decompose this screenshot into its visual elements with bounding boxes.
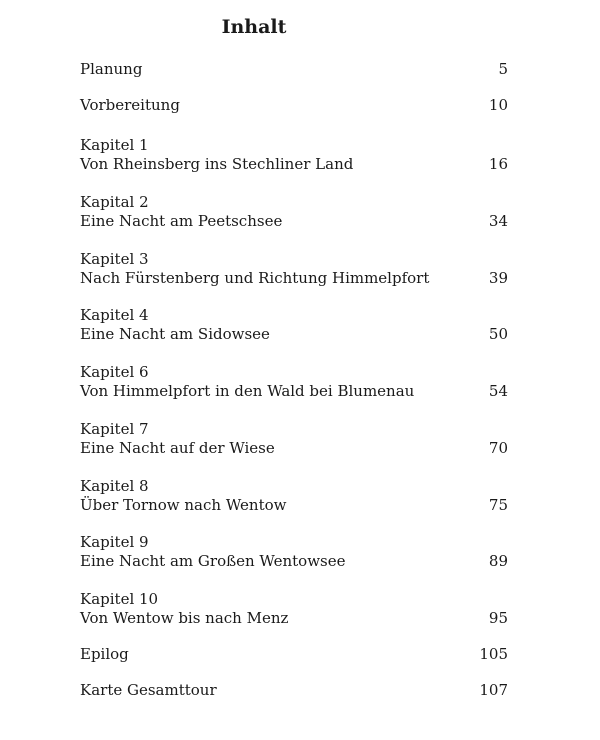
toc-entry-text	[80, 306, 508, 344]
toc-entry	[80, 193, 508, 231]
toc-chapter-label: Kapitel 8	[80, 477, 149, 495]
toc-entry	[80, 306, 508, 344]
toc-page-number: 105	[479, 645, 508, 663]
toc-chapter-label: Kapitel 7	[80, 420, 149, 438]
toc-chapter-label: Kapital 2	[80, 193, 149, 211]
toc-page-number: 75	[488, 496, 508, 514]
toc-chapter-label: Kapitel 10	[80, 590, 159, 608]
toc-page-number: 34	[488, 212, 508, 230]
toc-page-number: 70	[488, 439, 508, 457]
toc-entry	[80, 533, 508, 571]
toc-page-number: 107	[479, 681, 508, 699]
toc-chapter-label: Kapitel 9	[80, 533, 149, 551]
toc-page-number: 89	[488, 552, 508, 570]
toc-entry	[80, 60, 508, 79]
toc-entry-title: Über Tornow nach Wentow	[80, 496, 287, 514]
toc-page-number: 39	[488, 269, 508, 287]
toc-entry-text	[80, 590, 508, 628]
toc-entry-title: Nach Fürstenberg und Richtung Himmelpfort	[80, 269, 430, 287]
toc-entry	[80, 590, 508, 628]
toc-entry-text	[80, 420, 508, 458]
toc-entry-title: Karte Gesamttour	[80, 681, 217, 699]
toc-chapter-label: Kapitel 3	[80, 250, 149, 268]
toc-chapter-label: Kapitel 4	[80, 306, 149, 324]
toc-page-number: 10	[488, 96, 508, 114]
toc-page-number: 16	[488, 155, 508, 173]
toc-entry-title: Eine Nacht am Sidowsee	[80, 325, 270, 343]
toc-page-number: 5	[498, 60, 508, 78]
toc-entry	[80, 477, 508, 515]
toc-entry-text	[80, 193, 508, 231]
toc-chapter-label: Kapitel 6	[80, 363, 149, 381]
toc-entry	[80, 645, 508, 664]
toc-entry-title: Von Rheinsberg ins Stechliner Land	[80, 155, 354, 173]
toc-entry-text	[80, 363, 508, 401]
toc-entry-text	[80, 477, 508, 515]
toc-entry-title: Epilog	[80, 645, 129, 663]
toc-entry	[80, 136, 508, 174]
toc-entry-text	[80, 96, 508, 115]
toc-entry-title: Eine Nacht am Peetschsee	[80, 212, 283, 230]
toc-entry	[80, 96, 508, 115]
toc-entry-text	[80, 645, 508, 664]
toc-entry-text	[80, 60, 508, 79]
toc-entry	[80, 363, 508, 401]
toc-entry-text	[80, 250, 508, 288]
toc-entry	[80, 420, 508, 458]
toc-entry-title: Eine Nacht am Großen Wentowsee	[80, 552, 346, 570]
page-title: Inhalt	[221, 16, 287, 38]
toc-entry-title: Eine Nacht auf der Wiese	[80, 439, 275, 457]
toc-entry-text	[80, 681, 508, 700]
toc-entry-title: Von Wentow bis nach Menz	[80, 609, 289, 627]
toc-entry-title: Planung	[80, 60, 143, 78]
toc-entry-title: Vorbereitung	[80, 96, 180, 114]
toc-page-number: 50	[488, 325, 508, 343]
toc-page-number: 95	[488, 609, 508, 627]
toc-entry-text	[80, 136, 508, 174]
toc-chapter-label: Kapitel 1	[80, 136, 149, 154]
toc-entry	[80, 250, 508, 288]
toc-entry-title: Von Himmelpfort in den Wald bei Blumenau	[80, 382, 415, 400]
toc-entry-text	[80, 533, 508, 571]
toc-entry	[80, 681, 508, 700]
toc-page-number: 54	[488, 382, 508, 400]
